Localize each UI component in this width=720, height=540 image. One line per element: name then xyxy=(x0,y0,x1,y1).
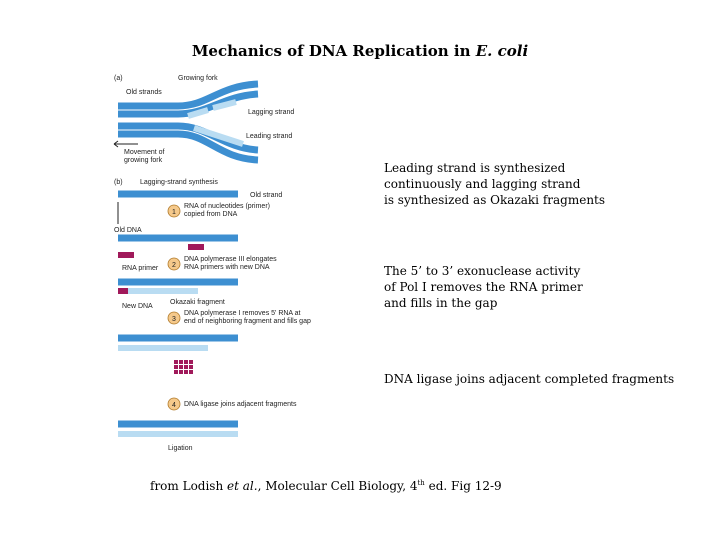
growing-fork-label: Growing fork xyxy=(178,75,218,82)
old-dna-label: Old DNA xyxy=(114,227,142,234)
rna-primer-label: RNA primer xyxy=(122,265,159,272)
movement-label-2: growing fork xyxy=(124,157,163,164)
step-2-text-2: RNA primers with new DNA xyxy=(184,264,270,271)
title-text: Mechanics of DNA Replication in xyxy=(191,42,476,60)
panel-a-tag: (a) xyxy=(114,75,123,82)
movement-label: Movement of xyxy=(124,149,165,156)
step-2-text: DNA polymerase III elongates xyxy=(184,256,277,263)
step-4-number: 4 xyxy=(172,402,176,409)
panel-b-heading: Lagging-strand synthesis xyxy=(140,179,218,186)
exonuclease-note: The 5’ to 3’ exonuclease activity of Pol I removes the RNA primer and fills in the gap xyxy=(384,264,583,310)
citation-prefix: from Lodish xyxy=(150,479,228,493)
leading-strand-label: Leading strand xyxy=(246,133,293,140)
replication-diagram xyxy=(108,70,348,460)
step-1-text-2: copied from DNA xyxy=(184,211,238,218)
citation-sup: th xyxy=(417,479,425,487)
old-strand-label: Old strand xyxy=(250,192,283,199)
leading-strand-note: Leading strand is synthesized continuously and lagging strand is synthesized as Okazaki fragments xyxy=(384,161,606,207)
removed-rna-grid xyxy=(174,360,193,374)
new-dna-label: New DNA xyxy=(122,303,153,310)
panel-b-tag: (b) xyxy=(114,179,123,186)
step-1-number: 1 xyxy=(172,209,176,216)
citation xyxy=(150,479,502,493)
citation-suffix: ed. Fig 12-9 xyxy=(424,479,502,493)
lagging-strand-label: Lagging strand xyxy=(248,109,295,116)
rna-primer-segment xyxy=(188,244,204,250)
primer-3 xyxy=(118,288,128,294)
step-1-text: RNA of nucleotides (primer) xyxy=(184,203,270,210)
step-3-number: 3 xyxy=(172,316,176,323)
movement-arrow xyxy=(114,141,138,147)
step-3-text-2: end of neighboring fragment and fills gap xyxy=(184,318,311,325)
replication-figure xyxy=(108,70,348,460)
ligation-label: Ligation xyxy=(168,445,193,452)
step-3-text: DNA polymerase I removes 5' RNA at xyxy=(184,310,301,317)
citation-etal: et al. xyxy=(227,479,258,493)
old-strands-label: Old strands xyxy=(126,89,162,96)
okazaki-label: Okazaki fragment xyxy=(170,299,225,306)
citation-middle: , Molecular Cell Biology, 4 xyxy=(257,479,418,493)
step-2-number: 2 xyxy=(172,262,176,269)
ligase-note: DNA ligase joins adjacent completed fragments xyxy=(384,372,675,386)
page-title xyxy=(0,42,720,60)
rna-primer-segment-2 xyxy=(118,252,134,258)
title-organism: E. coli xyxy=(475,42,529,60)
step-4-text: DNA ligase joins adjacent fragments xyxy=(184,401,297,408)
